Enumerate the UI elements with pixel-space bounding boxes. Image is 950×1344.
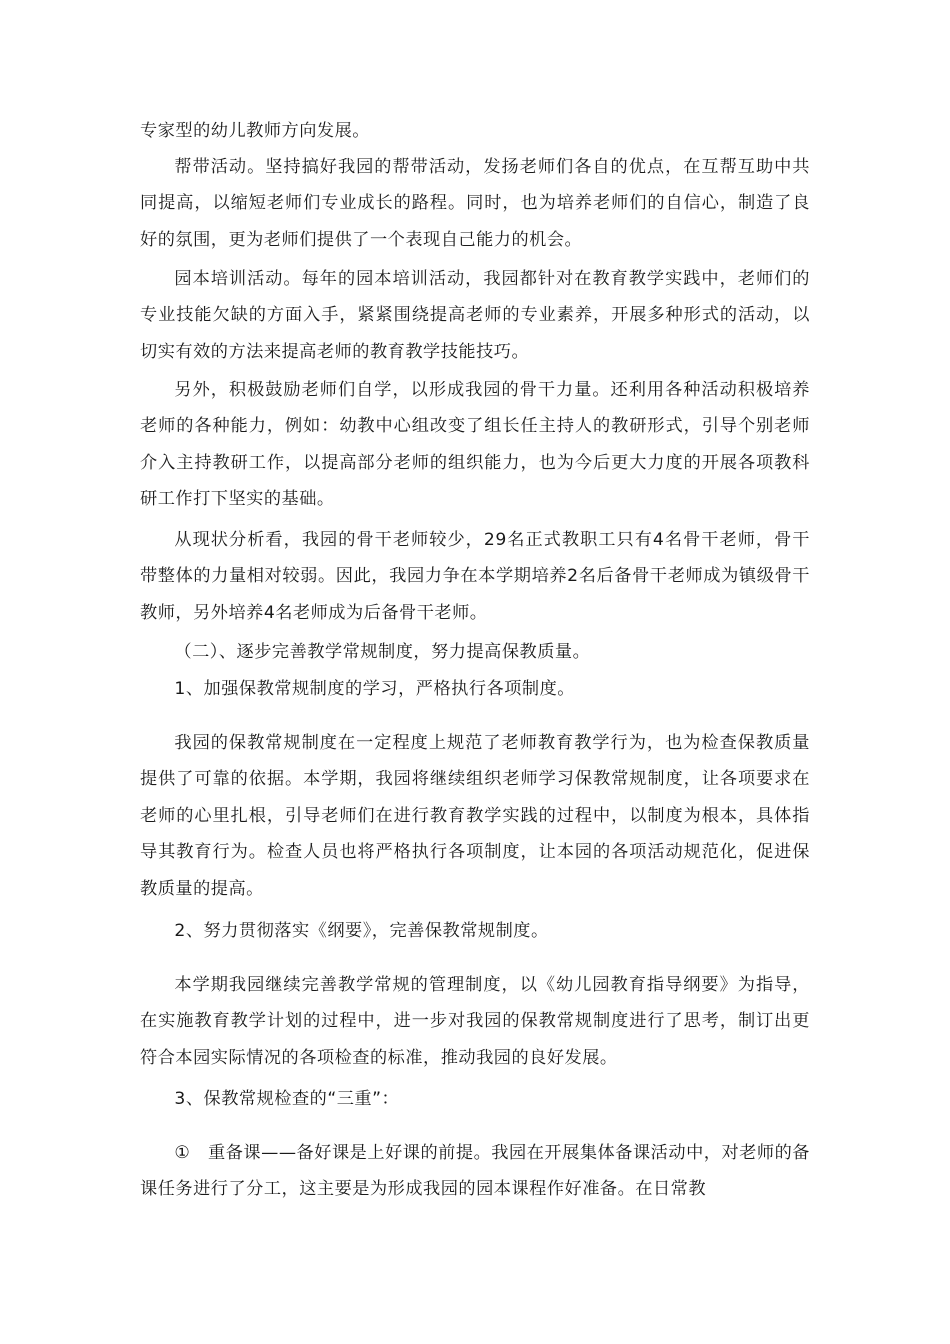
paragraph-1: 专家型的幼儿教师方向发展。 (140, 121, 370, 141)
paragraph-7: 本学期我园继续完善教学常规的管理制度，以《幼儿园教育指导纲要》为指导，在实施教育教学计划的过程中，进一步对我园的保教常规制度进行了思考，制订出更符合本园实际情况的各项检查的标准，推动我园的良好发展。 (140, 975, 810, 1068)
paragraph-8: ① 重备课——备好课是上好课的前提。我园在开展集体备课活动中，对老师的备课任务进行了分工，这主要是为形成我园的园本课程作好准备。在日常教 (140, 1143, 810, 1200)
section-heading: （二）、逐步完善教学常规制度，努力提高保教质量。 (174, 642, 591, 662)
paragraph-6: 我园的保教常规制度在一定程度上规范了老师教育教学行为，也为检查保教质量提供了可靠的依据。本学期，我园将继续组织老师学习保教常规制度，让各项要求在老师的心里扎根，引导老师们在进行教育教学实践的过程中，以制度为根本，具体指导其教育行为。检查人员也将严格执行各项制度，让本园的各项活动规范化，促进保教质量的提高。 (140, 733, 810, 899)
subheading-1: 1、加强保教常规制度的学习，严格执行各项制度。 (174, 679, 575, 699)
subheading-3: 3、保教常规检查的“三重”： (174, 1089, 400, 1109)
paragraph-3: 园本培训活动。每年的园本培训活动，我园都针对在教育教学实践中，老师们的专业技能欠缺的方面入手，紧紧围绕提高老师的专业素养，开展多种形式的活动，以切实有效的方法来提高老师的教育教学技能技巧。 (140, 269, 810, 362)
paragraph-5: 从现状分析看，我园的骨干老师较少，29名正式教职工只有4名骨干老师，骨干带整体的力量相对较弱。因此，我园力争在本学期培养2名后备骨干老师成为镇级骨干教师，另外培养4名老师成为后备骨干老师。 (140, 530, 810, 623)
paragraph-4: 另外，积极鼓励老师们自学，以形成我园的骨干力量。还利用各种活动积极培养老师的各种能力，例如：幼教中心组改变了组长任主持人的教研形式，引导个别老师介入主持教研工作，以提高部分老师的组织能力，也为今后更大力度的开展各项教科研工作打下坚实的基础。 (140, 380, 810, 510)
subheading-2: 2、努力贯彻落实《纲要》，完善保教常规制度。 (174, 921, 549, 941)
paragraph-2: 帮带活动。坚持搞好我园的帮带活动，发扬老师们各自的优点，在互帮互助中共同提高，以缩短老师们专业成长的路程。同时，也为培养老师们的自信心，制造了良好的氛围，更为老师们提供了一个表现自己能力的机会。 (140, 157, 810, 250)
